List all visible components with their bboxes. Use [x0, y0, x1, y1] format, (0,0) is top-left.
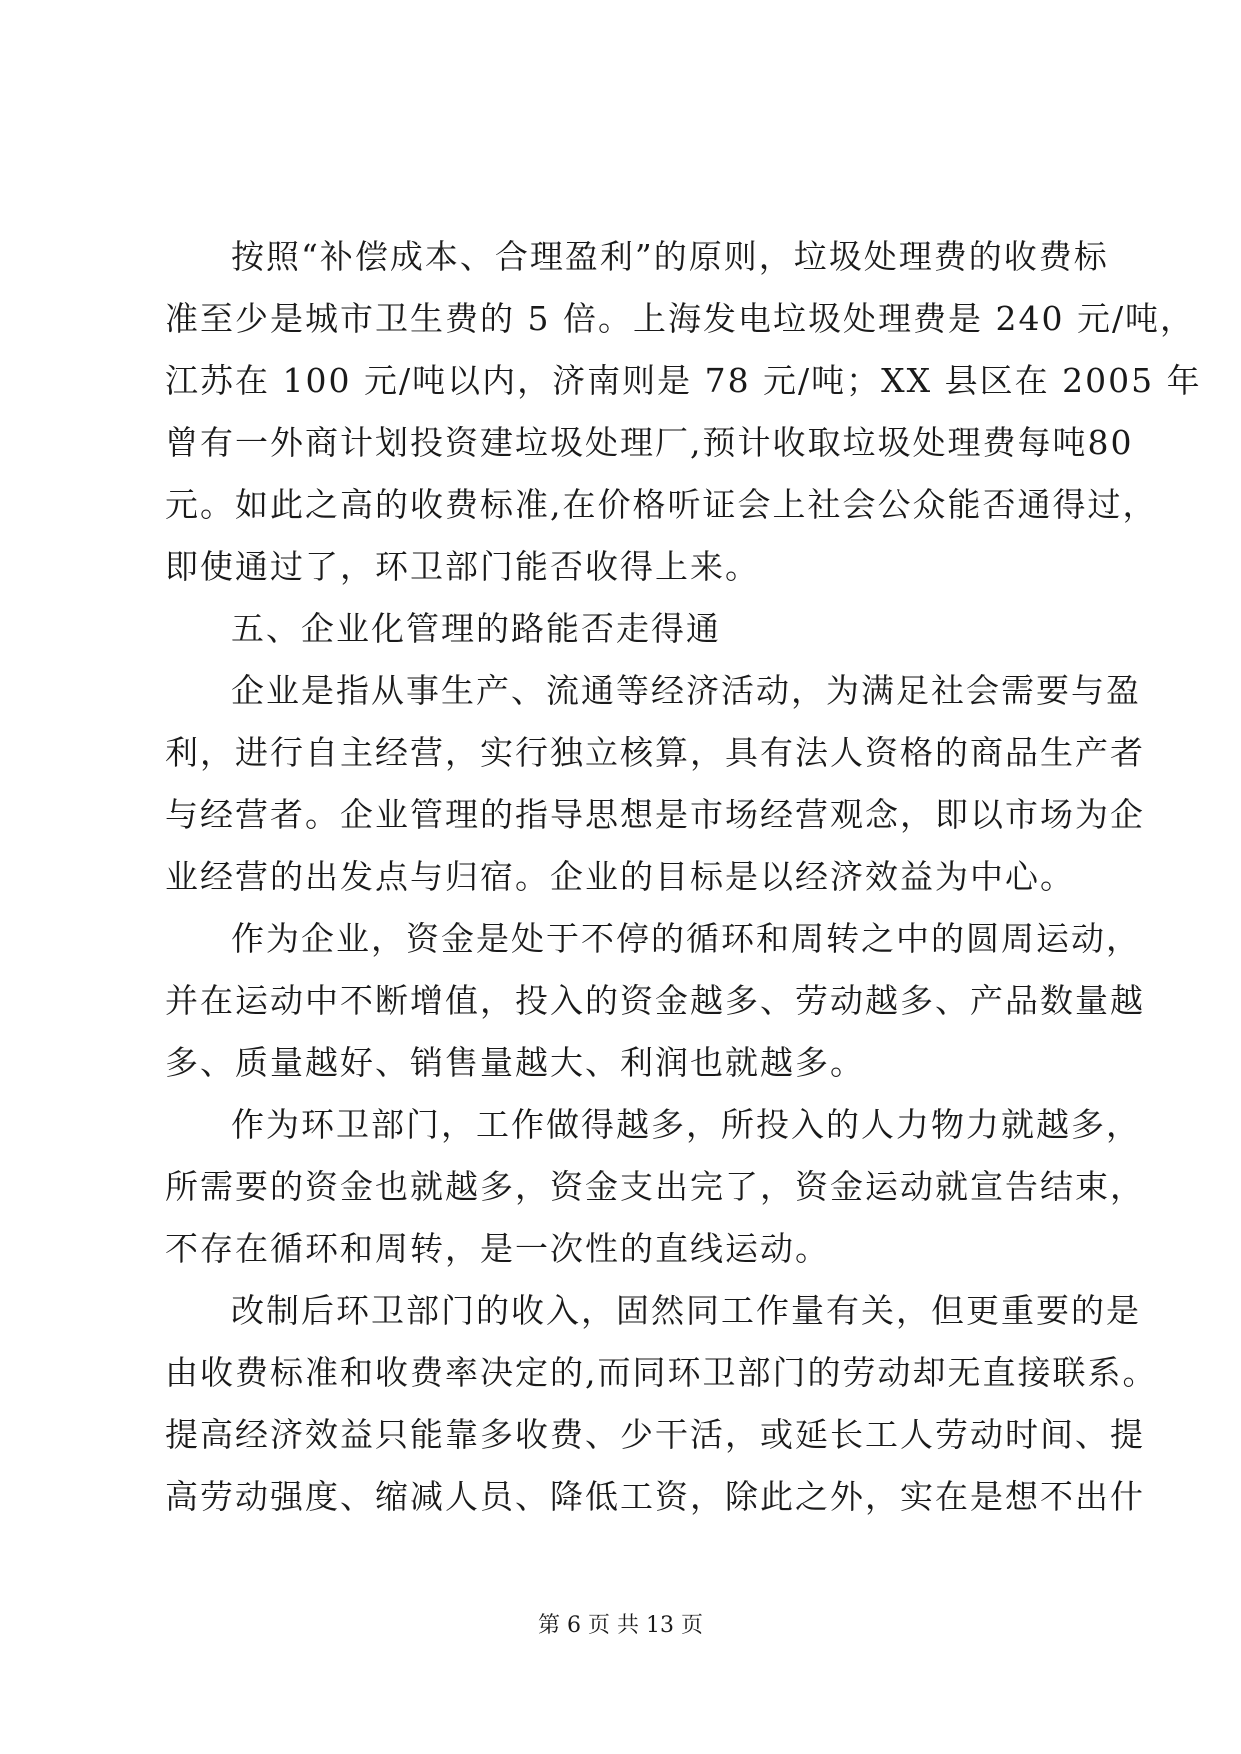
paragraph-line: 多、质量越好、销售量越大、利润也就越多。	[165, 1043, 865, 1082]
paragraph-line: 所需要的资金也就越多，资金支出完了，资金运动就宣告结束，	[165, 1167, 1145, 1206]
paragraph-line: 高劳动强度、缩减人员、降低工资，除此之外，实在是想不出什	[165, 1477, 1145, 1516]
paragraph-line: 利，进行自主经营，实行独立核算，具有法人资格的商品生产者	[165, 733, 1145, 772]
paragraph-line: 业经营的出发点与归宿。企业的目标是以经济效益为中心。	[165, 857, 1075, 896]
paragraph-line: 改制后环卫部门的收入，固然同工作量有关，但更重要的是	[231, 1291, 1141, 1330]
paragraph-line: 元。如此之高的收费标准,在价格听证会上社会公众能否通得过，	[165, 485, 1158, 524]
paragraph-line: 由收费标准和收费率决定的,而同环卫部门的劳动却无直接联系。	[165, 1353, 1158, 1392]
document-body	[165, 226, 1202, 1528]
paragraph-line: 提高经济效益只能靠多收费、少干活，或延长工人劳动时间、提	[165, 1415, 1145, 1454]
paragraph-line: 即使通过了，环卫部门能否收得上来。	[165, 547, 760, 586]
paragraph-line: 江苏在 100 元/吨以内，济南则是 78 元/吨；XX 县区在 2005 年	[165, 361, 1202, 400]
paragraph-line: 准至少是城市卫生费的 5 倍。上海发电垃圾处理费是 240 元/吨，	[165, 299, 1196, 338]
paragraph-line: 并在运动中不断增值，投入的资金越多、劳动越多、产品数量越	[165, 981, 1145, 1020]
paragraph-line: 企业是指从事生产、流通等经济活动，为满足社会需要与盈	[231, 671, 1141, 710]
paragraph-line: 作为环卫部门，工作做得越多，所投入的人力物力就越多，	[231, 1105, 1141, 1144]
section-heading: 五、企业化管理的路能否走得通	[231, 609, 721, 648]
paragraph-line: 与经营者。企业管理的指导思想是市场经营观念，即以市场为企	[165, 795, 1145, 834]
paragraph-line: 曾有一外商计划投资建垃圾处理厂,预计收取垃圾处理费每吨80	[165, 423, 1134, 462]
paragraph-line: 按照“补偿成本、合理盈利”的原则，垃圾处理费的收费标	[231, 237, 1109, 276]
paragraph-line: 不存在循环和周转，是一次性的直线运动。	[165, 1229, 830, 1268]
paragraph-line: 作为企业，资金是处于不停的循环和周转之中的圆周运动，	[231, 919, 1141, 958]
page-number-footer: 第 6 页 共 13 页	[538, 1613, 703, 1638]
